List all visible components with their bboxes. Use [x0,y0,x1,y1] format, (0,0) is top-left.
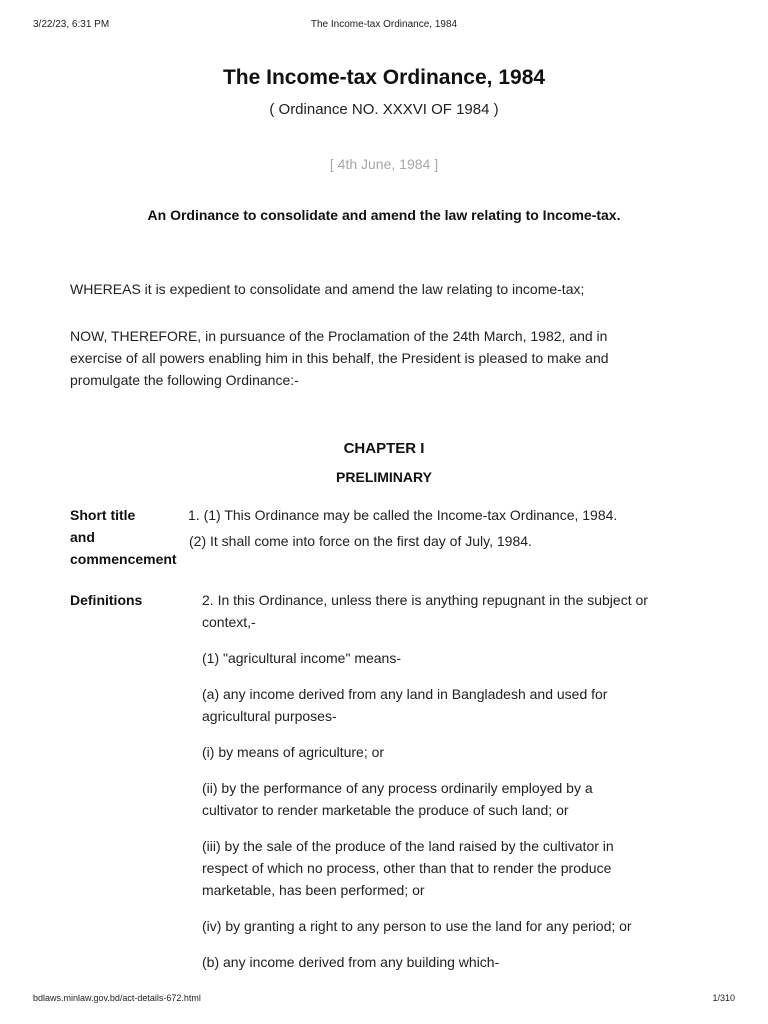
document-preamble: An Ordinance to consolidate and amend the law relating to Income-tax. [147,207,621,223]
section-1-margin-note [70,504,177,570]
now-therefore-line: NOW, THEREFORE, in pursuance of the Proclamation of the 24th March, 1982, and in [70,328,608,344]
definition-item-iv [202,915,685,937]
section-1-clause-1: 1. (1) This Ordinance may be called the Income-tax Ordinance, 1984. [188,507,618,523]
definition-item-a-line: agricultural purposes- [202,708,337,724]
definition-item-ii-line: cultivator to render marketable the produce of such land; or [202,802,569,818]
definition-item-b [202,951,685,973]
now-therefore-paragraph [70,325,609,391]
document-subtitle: ( Ordinance NO. XXXVI OF 1984 ) [269,101,499,118]
definition-item-iii-line: respect of which no process, other than that to render the produce [202,860,612,876]
document-date: [ 4th June, 1984 ] [329,156,439,172]
document-title: The Income-tax Ordinance, 1984 [222,66,546,89]
section-2-margin-note: Definitions [70,592,143,608]
definition-item-iii-line: marketable, has been performed; or [202,882,425,898]
definition-item-i [202,741,685,763]
chapter-title: CHAPTER I [343,440,425,457]
definition-item-ii-line: (ii) by the performance of any process ordinarily employed by a [202,780,593,796]
section-1-clause-2: (2) It shall come into force on the first day of July, 1984. [189,533,532,549]
definition-item-iii-line: (iii) by the sale of the produce of the land raised by the cultivator in [202,838,614,854]
definition-item-a [202,683,685,727]
print-footer-url: bdlaws.minlaw.gov.bd/act-details-672.html [33,993,201,1003]
whereas-paragraph: WHEREAS it is expedient to consolidate and amend the law relating to income-tax; [70,281,585,297]
margin-note-line: Short title [70,507,136,523]
definition-item-1-text: (1) "agricultural income" means- [202,650,402,666]
definitions-intro-line: 2. In this Ordinance, unless there is anything repugnant in the subject or [202,592,648,608]
print-header-datetime: 3/22/23, 6:31 PM [33,19,110,30]
definition-item-ii [202,777,685,821]
now-therefore-line: promulgate the following Ordinance:- [70,372,299,388]
definition-item-iii [202,835,685,901]
definition-item-i-text: (i) by means of agriculture; or [202,744,385,760]
chapter-subtitle: PRELIMINARY [336,469,432,485]
definition-item-1 [202,647,685,669]
definition-item-b-text: (b) any income derived from any building which- [202,954,500,970]
margin-note-line: and [70,529,95,545]
print-footer-page-number: 1/310 [712,993,735,1003]
definitions-intro-line: context,- [202,614,256,630]
definitions-intro [202,589,685,633]
now-therefore-line: exercise of all powers enabling him in this behalf, the President is pleased to make and [70,350,609,366]
margin-note-line: commencement [70,551,177,567]
definition-item-a-line: (a) any income derived from any land in Bangladesh and used for [202,686,608,702]
definition-item-iv-text: (iv) by granting a right to any person to use the land for any period; or [202,918,632,934]
print-header-title: The Income-tax Ordinance, 1984 [310,19,458,30]
